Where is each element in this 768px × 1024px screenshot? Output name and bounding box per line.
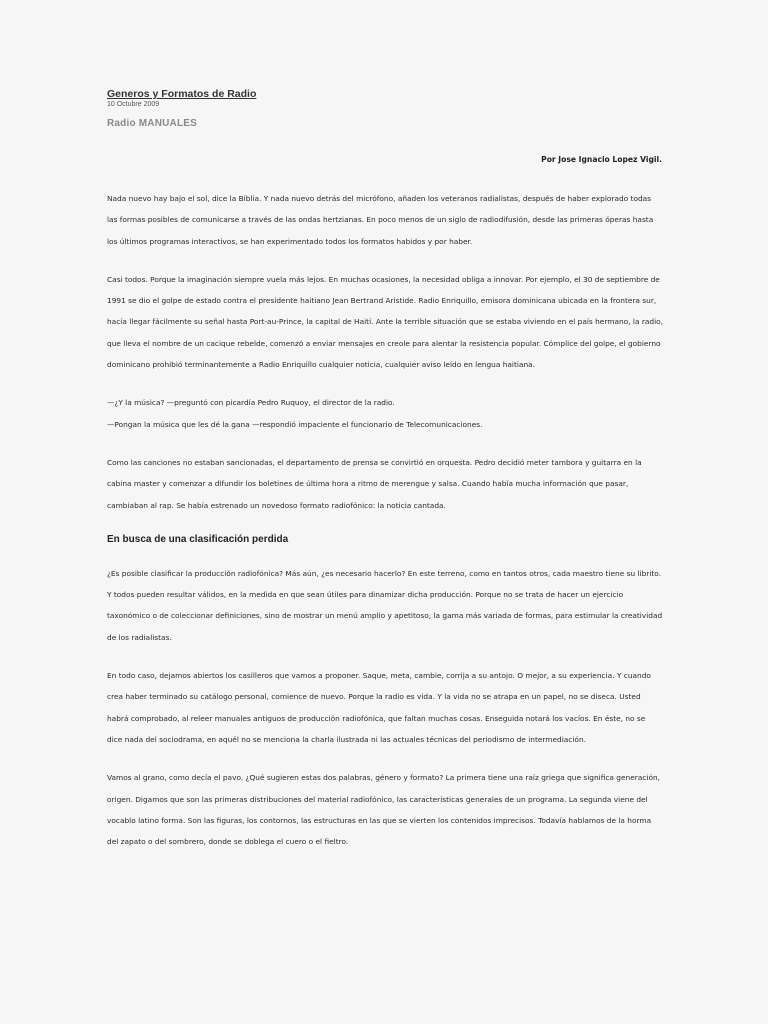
article-title[interactable]: Generos y Formatos de Radio bbox=[107, 88, 257, 100]
section-heading-wrap bbox=[107, 534, 663, 545]
paragraph: Vamos al grano, como decía el pavo. ¿Qué sugieren estas dos palabras, género y formato? La primera tiene una raíz griega que significa generación, origen. Digamos que son las primeras distribuciones del material radiofónico, las características generales de un programa. La segunda viene del vocablo latino forma. Son las figuras, los contornos, las estructuras en las que se vierten los contenidos imprecisos. Todavía hablamos de la horma del zapato o del sombrero, donde se doblega el cuero o el fieltro. bbox=[107, 773, 661, 847]
publish-date: 10 Octubre 2009 bbox=[107, 101, 160, 108]
paragraph: ¿Es posible clasificar la producción radiofónica? Más aún, ¿es necesario hacerlo? En este terreno, como en tantos otros, cada maestro tiene su librito. Y todos pueden resultar válidos, en la medida en que sean útiles para dinamizar dicha producción. Porque no se trata de hacer un ejercicio taxonómico o de coleccionar definiciones, sino de mostrar un menú amplio y apetitoso, la gama más variada de formas, para estimular la creatividad de los radialistas. bbox=[107, 568, 663, 642]
dialogue-line: —¿Y la música? —preguntó con picardía Pedro Ruquoy, el director de la radio. bbox=[107, 398, 395, 408]
category-label: Radio MANUALES bbox=[107, 118, 198, 129]
section-heading: En busca de una clasificación perdida bbox=[107, 533, 289, 545]
paragraph: En todo caso, dejamos abiertos los casilleros que vamos a proponer. Saque, meta, cambie, corrija a su antojo. O mejor, a su experiencia. Y cuando crea haber terminado su catálogo personal, comience de nuevo. Porque la radio es vida. Y la vida no se atrapa en un papel, no se diseca. Usted habrá comprobado, al releer manuales antiguos de producción radiofónica, que faltan muchas cosas. Enseguida notará los vacíos. En éste, no se dice nada del sociodrama, en aquél no se menciona la charla ilustrada ni las actuales técnicas del periodismo de intermediación. bbox=[107, 671, 651, 744]
paragraph: Casi todos. Porque la imaginación siempre vuela más lejos. En muchas ocasiones, la necesidad obliga a innovar. Por ejemplo, el 30 de septiembre de 1991 se dio el golpe de estado contra el presidente haitiano Jean Bertrand Aristide. Radio Enriquillo, emisora dominicana ubicada en la frontera sur, hacía llegar fácilmente su señal hasta Port-au-Prince, la capital de Haití. Ante la terrible situación que se estaba viviendo en el país hermano, la radio, que lleva el nombre de un cacique rebelde, comenzó a enviar mensajes en creole para alentar la resistencia popular. Cómplice del golpe, el gobierno dominicano prohibió terminantemente a Radio Enriquillo cualquier noticia, cualquier aviso leído en lengua haitiana. bbox=[107, 274, 664, 370]
paragraph: Como las canciones no estaban sancionadas, el departamento de prensa se convirtió en orquesta. Pedro decidió meter tambora y guitarra en la cabina master y comenzar a difundir los boletines de última hora a ritmo de merengue y salsa. Cuando había mucha información que pasar, cambiaban al rap. Se había estrenado un novedoso formato radiofónico: la noticia cantada. bbox=[107, 457, 642, 510]
article-body bbox=[107, 188, 663, 852]
author-byline: Por Jose Ignacio Lopez Vigil. bbox=[541, 155, 662, 164]
paragraph: Nada nuevo hay bajo el sol, dice la Biblia. Y nada nuevo detrás del micrófono, añaden los veteranos radialistas, después de haber explorado todas las formas posibles de comunicarse a través de las ondas hertzianas. En poco menos de un siglo de radiodifusión, desde las primeras óperas hasta los últimos programas interactivos, se han experimentado todos los formatos habidos y por haber. bbox=[107, 194, 654, 246]
dialogue-line: —Pongan la música que les dé la gana —respondió impaciente el funcionario de Telecomunicaciones. bbox=[107, 419, 483, 429]
